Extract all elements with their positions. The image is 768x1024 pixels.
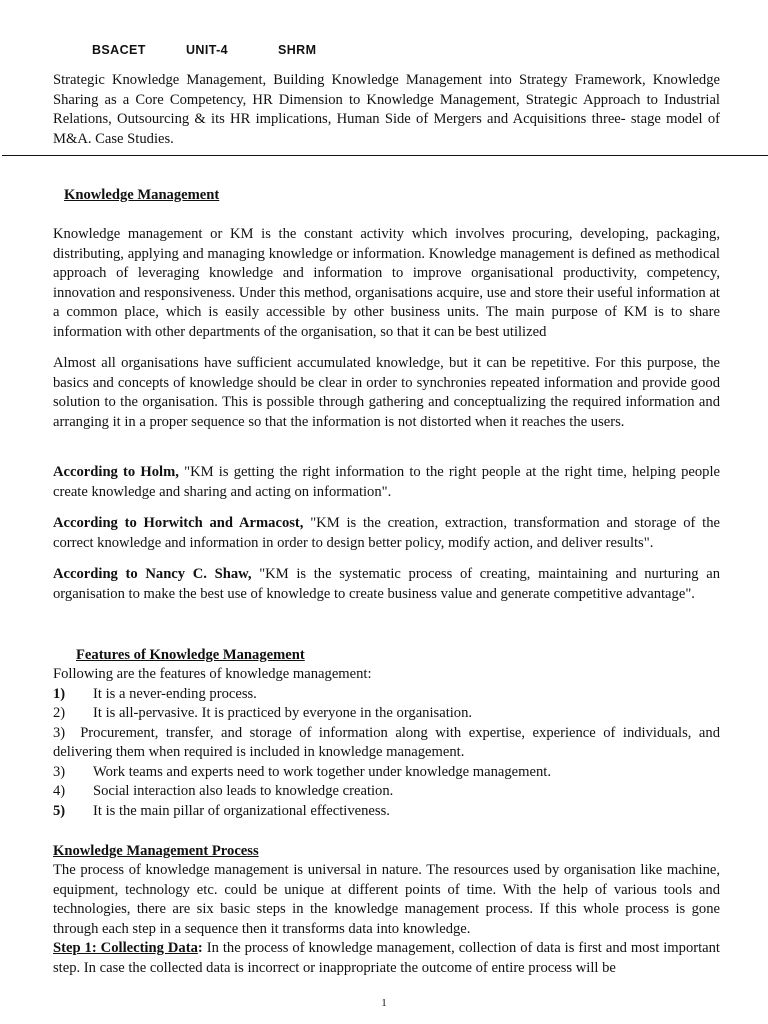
quote-author: According to Holm, <box>53 464 179 480</box>
features-intro: Following are the features of knowledge management: <box>53 666 372 682</box>
quote-text: "KM is the systematic process of creating, maintaining and nurturing an organisation to make the best use of knowledge to create business value and generate competitive advantage". <box>53 566 720 602</box>
list-number: 1) <box>53 685 66 702</box>
quote-author: According to Horwitch and Armacost, <box>53 515 304 531</box>
syllabus-paragraph: Strategic Knowledge Management, Building Knowledge Management into Strategy Framework, Knowledge Sharing as a Core Competency, HR Dimension to Knowledge Management, Strategic Approach to Industrial Relations, Outsourcing & its HR implications, Human Side of Mergers and Acquisitions three- stage model of M&A. Case Studies. <box>53 72 720 147</box>
list-item-wrapped <box>53 724 720 763</box>
list-item <box>53 704 720 724</box>
list-text: It is the main pillar of organizational effectiveness. <box>93 802 390 819</box>
page-number: 1 <box>381 997 387 1009</box>
quote-shaw <box>53 565 720 604</box>
km-paragraph-1: Knowledge management or KM is the constant activity which involves procuring, developing, packaging, distributing, applying and managing knowledge or information. Knowledge management is defined as methodical approach of leveraging knowledge and information to improve organisational productivity, competency, innovation and responsiveness. Under this method, organisations acquire, use and store their useful information at a common place, which is easily accessible by other business units. The main purpose of KM is to share information with other departments of the organisation, so that it can be best utilized <box>53 226 720 340</box>
step-1-paragraph <box>53 939 720 978</box>
list-number: 3) <box>53 724 66 741</box>
quote-horwitch <box>53 514 720 553</box>
features-list <box>53 665 720 821</box>
km-paragraph-2: Almost all organisations have sufficient accumulated knowledge, but it can be repetitive. For this purpose, the basics and concepts of knowledge should be clear in order to synchronies repeated information and provide good solution to the organisation. This is possible through gathering and conceptualizing the required information and arranging it in a proper sequence so that the information is not distorted when it reaches the users. <box>53 355 720 430</box>
header-unit: UNIT-4 <box>186 43 228 57</box>
divider-line <box>2 155 768 156</box>
step-1-text: In the process of knowledge management, collection of data is first and most important step. In case the collected data is incorrect or inappropriate the outcome of entire process will be <box>53 940 720 976</box>
list-item <box>53 802 720 822</box>
list-number: 3) <box>53 763 66 780</box>
list-number: 4) <box>53 783 66 799</box>
list-number: 2) <box>53 705 66 721</box>
features-heading: Features of Knowledge Management <box>76 647 305 663</box>
list-text: Social interaction also leads to knowledge creation. <box>93 783 394 799</box>
list-text: It is a never-ending process. <box>93 685 257 702</box>
list-text: It is all-pervasive. It is practiced by everyone in the organisation. <box>93 705 473 721</box>
km-heading: Knowledge Management <box>64 187 220 203</box>
header-institute: BSACET <box>92 43 146 57</box>
process-heading: Knowledge Management Process <box>53 843 259 859</box>
process-paragraph: The process of knowledge management is universal in nature. The resources used by organisation like machine, equipment, technology etc. could be unique at different points of time. With the help of various tools and technologies, there are six basic steps in the knowledge management process. If this whole process is gone through each step in a sequence then it transforms data into knowledge. <box>53 862 720 937</box>
list-text: Procurement, transfer, and storage of information along with expertise, experience of individuals, and delivering them when required is included in knowledge management. <box>53 724 720 760</box>
step-1-label: Step 1: Collecting Data <box>53 940 198 956</box>
quote-author: According to Nancy C. Shaw, <box>53 566 252 582</box>
step-1-colon: : <box>197 940 203 956</box>
quote-holm <box>53 463 720 502</box>
list-item <box>53 763 720 783</box>
quote-text: "KM is the creation, extraction, transformation and storage of the correct knowledge and information in order to design better policy, modify action, and deliver results". <box>53 515 720 551</box>
quote-text: "KM is getting the right information to the right people at the right time, helping people create knowledge and sharing and acting on information". <box>53 464 720 500</box>
list-text: Work teams and experts need to work together under knowledge management. <box>93 763 551 780</box>
list-number: 5) <box>53 802 66 819</box>
list-item <box>53 782 720 802</box>
header-subject: SHRM <box>278 43 317 57</box>
list-item <box>53 685 720 705</box>
